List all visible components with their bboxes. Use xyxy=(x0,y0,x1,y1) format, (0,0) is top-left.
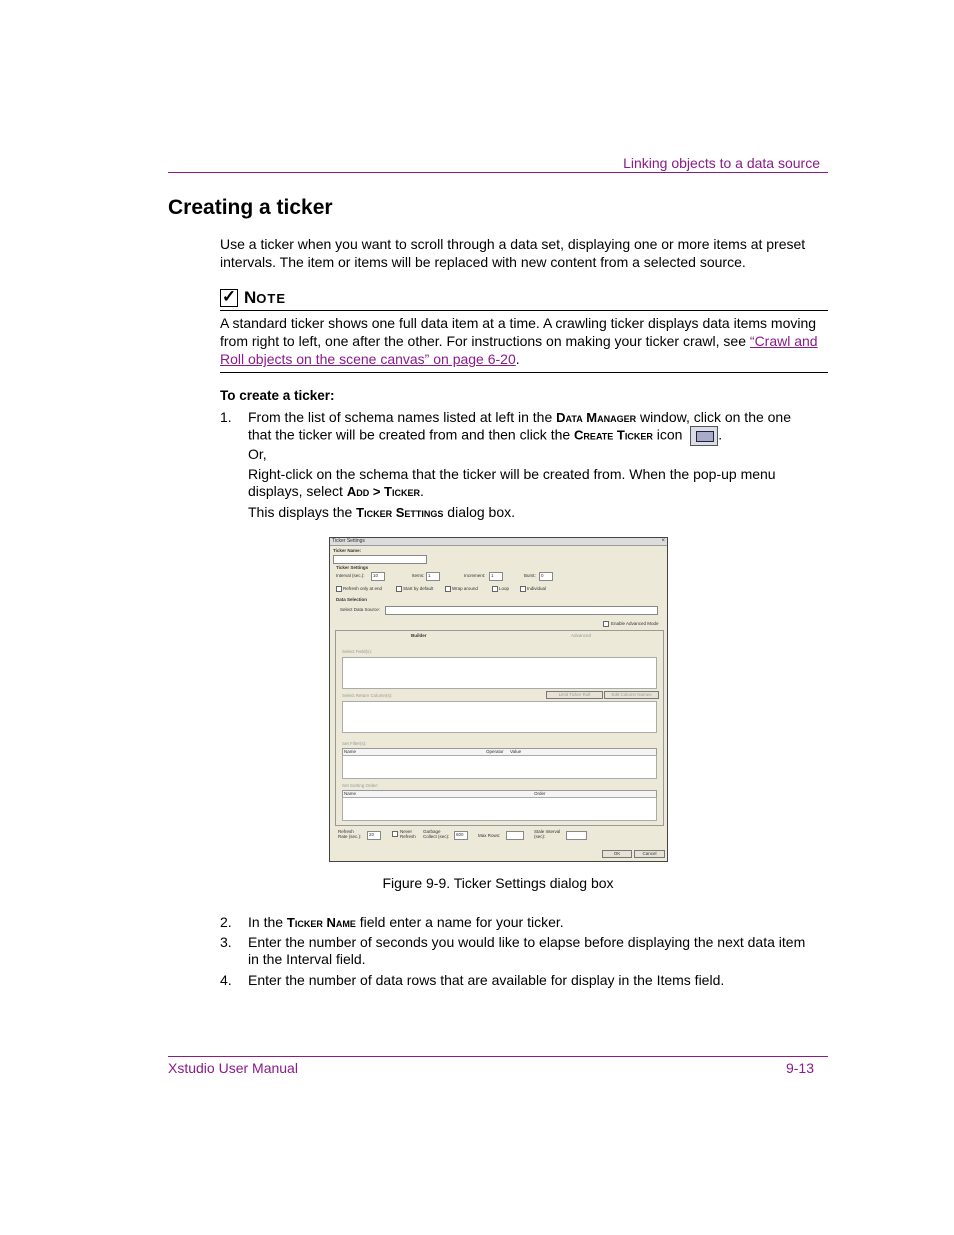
note-heading xyxy=(220,288,286,308)
cancel-button: Cancel xyxy=(634,850,665,858)
ticker-name-input xyxy=(333,555,427,564)
step-number: 1. xyxy=(220,409,232,425)
burst-label: Burst: xyxy=(524,573,536,578)
step-2: In the Ticker Name field enter a name for your ticker. xyxy=(248,914,564,930)
step-1: From the list of schema names listed at left in the Data Manager window, click on the one that the ticker will be created from and then click the Create Ticker icon . xyxy=(248,409,808,446)
step-number: 2. xyxy=(220,914,232,930)
procedure-heading: To create a ticker: xyxy=(220,388,335,403)
page-number: 9-13 xyxy=(785,1060,814,1076)
note-rule-top xyxy=(220,310,828,311)
ok-button: OK xyxy=(602,850,632,858)
data-source-select xyxy=(385,606,658,615)
checkbox-icon: ✓ xyxy=(221,287,237,306)
create-ticker-icon xyxy=(690,426,718,446)
header-rule xyxy=(168,172,828,173)
step-3: Enter the number of seconds you would like to elapse before displaying the next data item in the Interval field. xyxy=(248,934,806,967)
close-icon: × xyxy=(661,538,665,544)
running-header: Linking objects to a data source xyxy=(623,155,820,171)
page-title: Creating a ticker xyxy=(168,196,333,219)
crossref-link[interactable]: “Crawl and Roll objects on the scene canvas” on page 6-20 xyxy=(220,333,818,367)
step-4: Enter the number of data rows that are available for display in the Items field. xyxy=(248,972,725,988)
dialog-titlebar: Ticker Settings × xyxy=(332,538,665,544)
step-number: 4. xyxy=(220,972,232,988)
step-or: Or, xyxy=(248,446,267,462)
settings-group-label: Ticker Settings xyxy=(336,565,369,570)
increment-label: Increment: xyxy=(464,573,486,578)
ticker-settings-figure: Ticker Settings × Ticker Name: Ticker Settings Interval (sec.): 10 Items: 1 Increment: 1 Burst: 0 Refresh only at end Start by default Wrap around Loop Individual Data Selection Select Data Source: Enable Advanced Mode Builder Advanced Select Field(s): Select Return Column(s): Limit Ticker Roll Edit Column Names Set Filter(s): Name Operator Value Set Sorting Order: Name Order Refresh Rate (sec.): 20 Never Refresh Garbage Collect (sec): 600 Max Rows: Stale Interval (sec): OK Cancel xyxy=(329,537,668,862)
footer-rule xyxy=(168,1056,828,1057)
note-rule-bottom xyxy=(220,372,828,373)
ticker-name-label: Ticker Name: xyxy=(333,548,362,553)
note-text: A standard ticker shows one full data item at a time. A crawling ticker displays data items moving from right to left, one after the other. For instructions on making your ticker crawl, see “Crawl and Roll objects on the scene canvas” on page 6-20. xyxy=(220,315,818,367)
step-right-click: Right-click on the schema that the ticker will be created from. When the pop-up menu displays, select Add > Ticker. xyxy=(248,466,776,499)
figure-caption: Figure 9-9. Ticker Settings dialog box xyxy=(382,875,614,891)
builder-panel: Builder Advanced Select Field(s): Select Return Column(s): Limit Ticker Roll Edit Column Names Set Filter(s): Name Operator Value Set Sorting Order: Name Order xyxy=(335,630,664,826)
footer-title: Xstudio User Manual xyxy=(168,1060,298,1076)
note-label: NOTE xyxy=(244,288,287,307)
step-number: 3. xyxy=(220,934,232,950)
step-displays: This displays the Ticker Settings dialog box. xyxy=(248,504,516,520)
intro-paragraph: Use a ticker when you want to scroll through a data set, displaying one or more items at preset intervals. The item or items will be replaced with new content from a selected source. xyxy=(220,236,806,270)
interval-label: Interval (sec.): xyxy=(336,573,365,578)
items-label: Items: xyxy=(412,573,425,578)
